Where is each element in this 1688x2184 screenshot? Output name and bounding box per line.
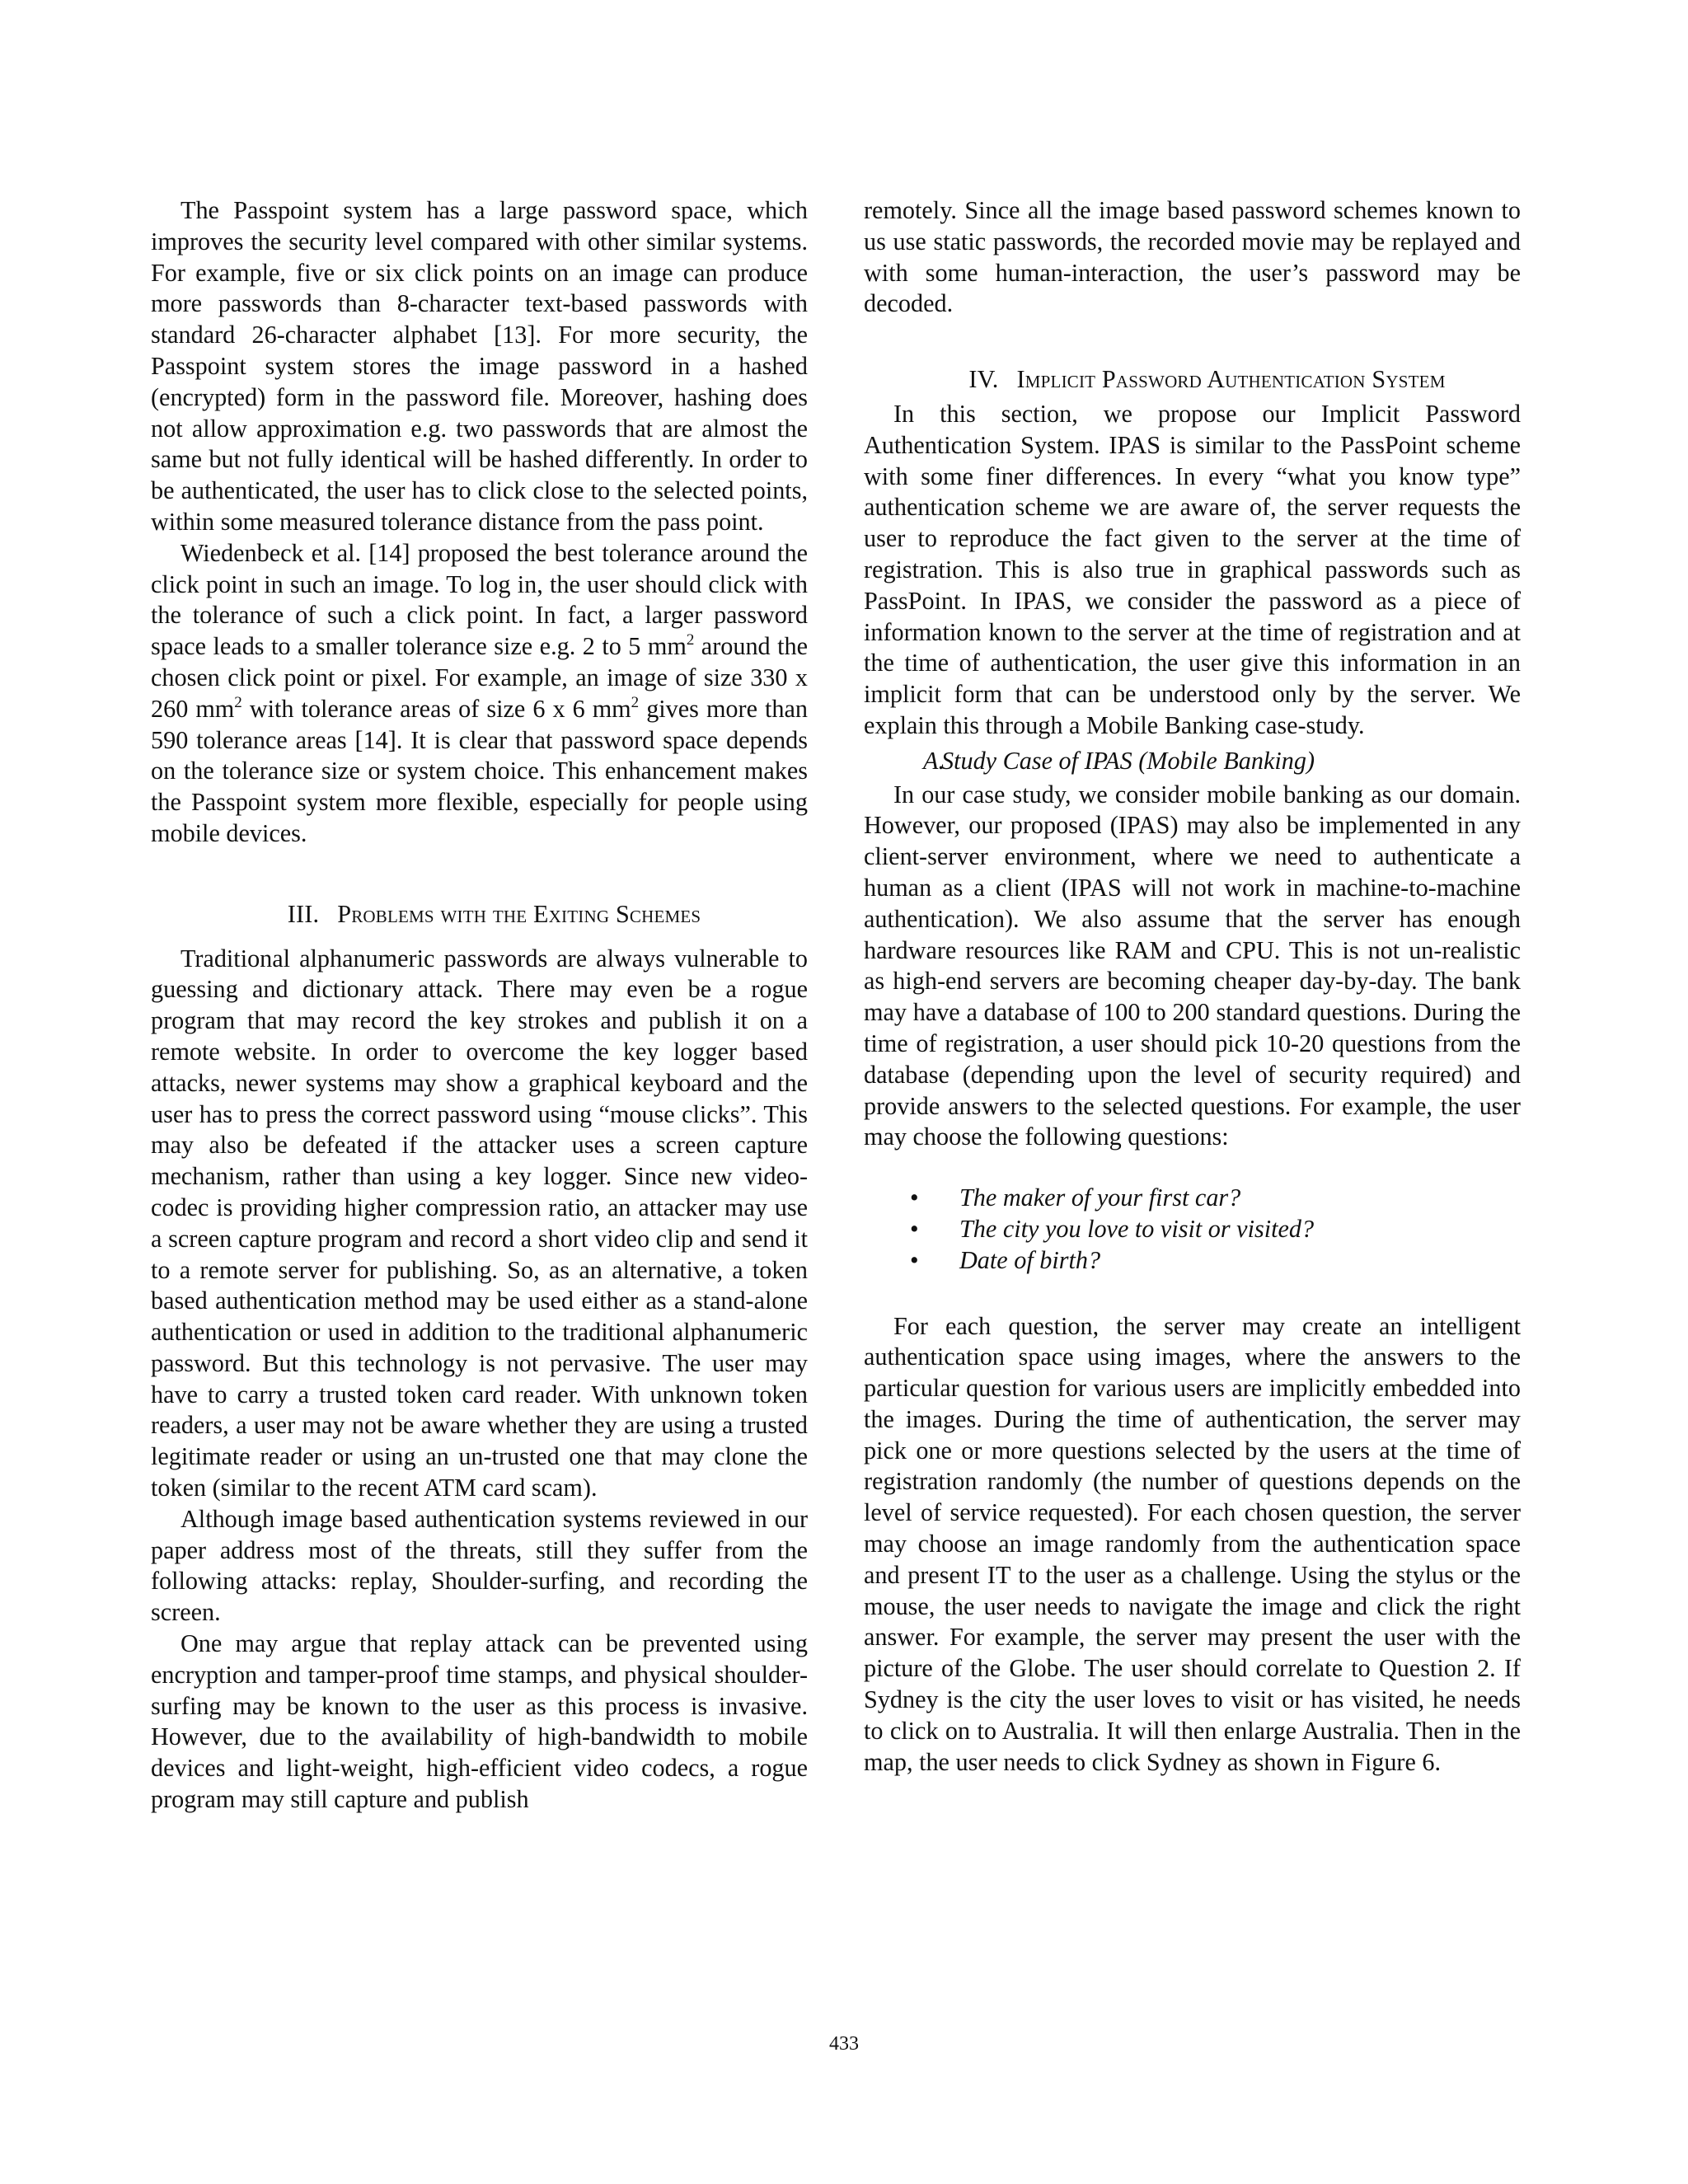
bullet-icon: • [910, 1245, 919, 1274]
left-column [151, 195, 808, 1816]
bullet-icon: • [910, 1183, 919, 1212]
superscript: 2 [686, 631, 695, 649]
paragraph-passpoint: The Passpoint system has a large password space, which improves the security level compared with other similar systems. For example, five or six click points on an image can produce more passwords than 8-character text-based passwords with standard 26-character alphabet [13]. For more security, the Passpoint system stores the image password in a hashed (encrypted) form in the password file. Moreover, hashing does not allow approximation e.g. two passwords that are almost the same but not fully identical will be hashed differently. In order to be authenticated, the user has to click close to the selected points, within some measured tolerance distance from the pass point. [151, 196, 808, 536]
list-item: • Date of birth? [910, 1245, 1521, 1277]
bullet-icon: • [910, 1214, 919, 1243]
question-list [864, 1183, 1521, 1276]
paragraph-remotely: remotely. Since all the image based password schemes known to us use static passwords, the recorded movie may be replayed and with some human-interaction, the user’s password may be decoded. [864, 196, 1521, 318]
page-number: 433 [829, 2033, 859, 2055]
paragraph-traditional: Traditional alphanumeric passwords are always vulnerable to guessing and dictionary attack. There may even be a rogue program that may record the key strokes and publish it on a remote website. In order to overcome the key logger based attacks, newer systems may show a graphical keyboard and the user has to press the correct password using “mouse clicks”. This may also be defeated if the attacker uses a screen capture mechanism, rather than using a key logger. Since new video-codec is providing higher compression ratio, an attacker may use a screen capture program and record a short video clip and send it to a remote server for publishing. So, as an alternative, a token based authentication method may be used either as a stand-alone authentication or used in addition to the traditional alphanumeric password. But this technology is not pervasive. The user may have to carry a trusted token card reader. With unknown token readers, a user may not be aware whether they are using a trusted legitimate reader or using an un-trusted one that may clone the token (similar to the recent ATM card scam). [151, 944, 808, 1502]
list-item: • The maker of your first car? [910, 1183, 1521, 1214]
superscript: 2 [234, 693, 242, 711]
paragraph-ipas-intro: In this section, we propose our Implicit Password Authentication System. IPAS is similar to the PassPoint scheme with some finer differences. In every “what you know type” authentication scheme we are aware of, the server requests the user to reproduce the fact given to the server at the time of registration. This is also true in graphical passwords such as PassPoint. In IPAS, we consider the password as a piece of information known to the server at the time of registration and at the time of authentication, the user give this information in an implicit form that can be understood only by the server. We explain this through a Mobile Banking case-study. [864, 399, 1521, 739]
paragraph-image-based: Although image based authentication systems reviewed in our paper address most of the threats, still they suffer from the following attacks: replay, Shoulder-surfing, and recording the screen. [151, 1504, 808, 1627]
section-heading-iv: IV. Implicit Password Authentication System [968, 365, 1446, 394]
superscript: 2 [631, 693, 640, 711]
paragraph-replay: One may argue that replay attack can be prevented using encryption and tamper-proof time stamps, and physical shoulder-surfing may be known to the user as this process is invasive. However, due to the availability of high-bandwidth to mobile devices and light-weight, high-efficient video codecs, a rogue program may still capture and publish [151, 1629, 808, 1814]
paragraph-case-study: In our case study, we consider mobile banking as our domain. However, our proposed (IPAS) may also be implemented in any client-server environment, where we need to authenticate a human as a client (IPAS will not work in machine-to-machine authentication). We also assume that the server has enough hardware resources like RAM and CPU. This is not un-realistic as high-end servers are becoming cheaper day-by-day. The bank may have a database of 100 to 200 standard questions. During the time of registration, a user should pick 10-20 questions from the database (depending upon the level of security required) and provide answers to the selected questions. For example, the user may choose the following questions: [864, 780, 1521, 1151]
list-item: • The city you love to visit or visited? [910, 1214, 1521, 1245]
right-column [864, 195, 1521, 1778]
subsection-heading-a: A.Study Case of IPAS (Mobile Banking) [923, 746, 1315, 775]
section-heading-iii: III. Problems with the Exiting Schemes [287, 899, 701, 928]
paragraph-wiedenbeck: Wiedenbeck et al. [14] proposed the best tolerance around the click point in such an image. To log in, the user should click with the tolerance of such a click point. In fact, a larger password space leads to a smaller tolerance size e.g. 2 to 5 $mm^2$ around the chosen click point or pixel. For example, an image of size 330 x 260 $mm^2$ with tolerance areas of size 6 x 6 $mm^2$ gives more than 590 tolerance areas [14]. It is clear that password space depends on the tolerance size or system choice. This enhancement makes the Passpoint system more flexible, especially for people using mobile devices. [151, 538, 808, 847]
paragraph-each-question: For each question, the server may create an intelligent authentication space using images, where the answers to the particular question for various users are implicitly embedded into the images. During the time of authentication, the server may pick one or more questions selected by the users at the time of registration randomly (the number of questions depends on the level of service requested). For each chosen question, the server may choose an image randomly from the authentication space and present IT to the user as a challenge. Using the stylus or the mouse, the user needs to navigate the image and click the right answer. For example, the server may present the user with the picture of the Globe. The user should correlate to Question 2. If Sydney is the city the user loves to visit or has visited, he needs to click on to Australia. It will then enlarge Australia. Then in the map, the user needs to click Sydney as shown in Figure 6. [864, 1311, 1521, 1776]
